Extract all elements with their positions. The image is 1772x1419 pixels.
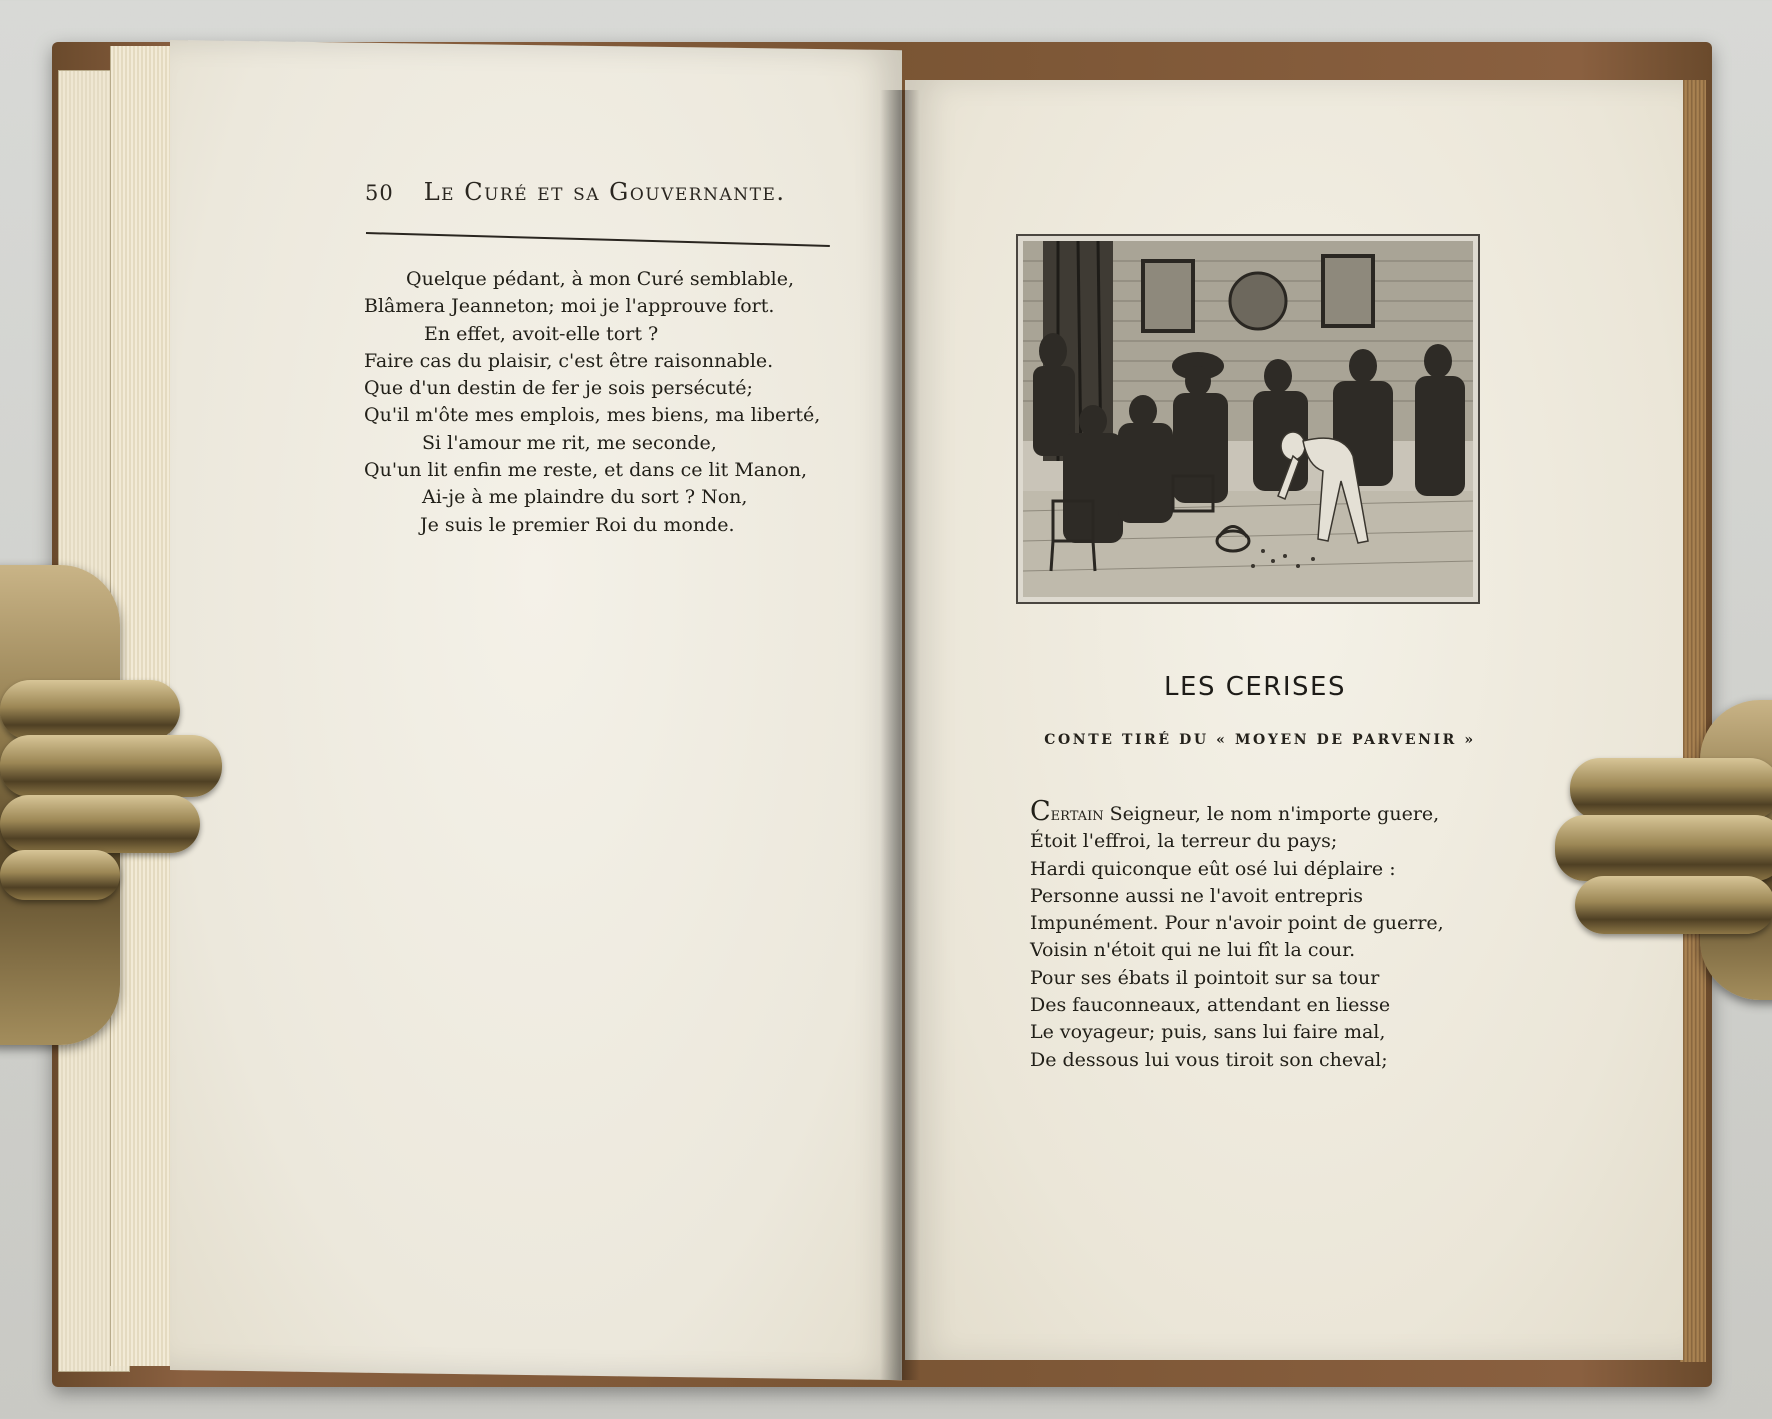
verse-line: Qu'un lit enfin me reste, et dans ce lit Manon, (364, 459, 808, 482)
verse-line: Le voyageur; puis, sans lui faire mal, (1030, 1021, 1386, 1044)
verse-line: Étoit l'effroi, la terreur du pays; (1030, 830, 1338, 853)
verse-line: Qu'il m'ôte mes emplois, mes biens, ma liberté, (364, 404, 821, 427)
spine-gutter (880, 90, 920, 1380)
poem-left (364, 266, 834, 539)
running-header (365, 178, 835, 218)
poem-right (1030, 798, 1450, 1074)
verse-line: Voisin n'étoit qui ne lui fît la cour. (1030, 939, 1356, 962)
verse-line: Si l'amour me rit, me seconde, (422, 431, 717, 454)
first-word-smallcaps: ertain (1050, 803, 1104, 825)
verse-line: Ai-je à me plaindre du sort ? Non, (422, 486, 748, 509)
verse-line: Faire cas du plaisir, c'est être raisonnable. (364, 349, 774, 372)
verse-line: Que d'un destin de fer je sois persécuté; (364, 377, 753, 400)
first-line-rest: Seigneur, le nom n'importe guere, (1103, 803, 1440, 825)
running-head-title: Le Curé et sa Gouvernante. (423, 178, 786, 206)
left-page (170, 40, 902, 1380)
verse-line: Pour ses ébats il pointoit sur sa tour (1030, 966, 1380, 989)
verse-line: En effet, avoit-elle tort ? (424, 322, 659, 345)
story-title: LES CERISES (1164, 672, 1346, 702)
verse-line: Hardi quiconque eût osé lui déplaire : (1030, 857, 1396, 880)
verse-line: Quelque pédant, à mon Curé semblable, (406, 268, 795, 290)
verse-line: Blâmera Jeanneton; moi je l'approuve fort. (364, 295, 775, 318)
engraving-scene (1023, 241, 1473, 597)
verse-line: Personne aussi ne l'avoit entrepris (1030, 884, 1363, 907)
engraving-illustration (1016, 234, 1480, 604)
verse-line: De dessous lui vous tiroit son cheval; (1030, 1048, 1388, 1071)
verse-line: Des fauconneaux, attendant en liesse (1030, 994, 1391, 1017)
page-number: 50 (365, 181, 394, 205)
story-subtitle: CONTE TIRÉ DU « MOYEN DE PARVENIR » (1044, 732, 1476, 748)
verse-line-first (1030, 798, 1450, 828)
verse-line: Je suis le premier Roi du monde. (420, 513, 735, 536)
verse-line: Impunément. Pour n'avoir point de guerre, (1030, 912, 1444, 935)
drop-cap: C (1030, 796, 1051, 827)
page-edges-right (1680, 80, 1706, 1362)
